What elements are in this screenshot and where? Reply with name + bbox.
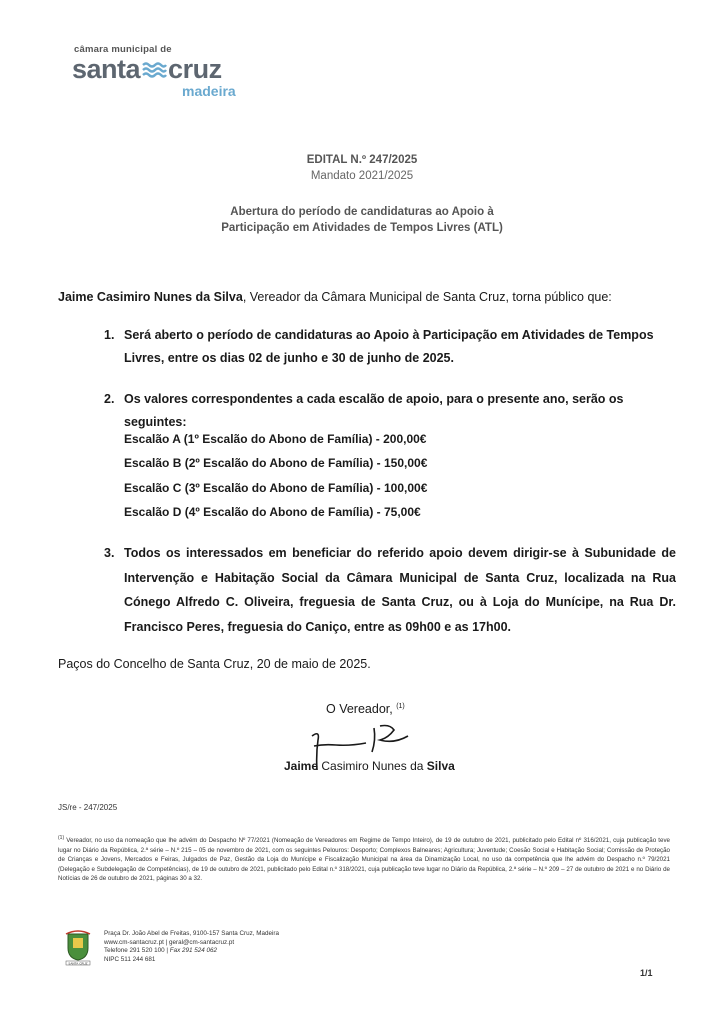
escalao-a: Escalão A (1º Escalão do Abono de Família) - 200,00€	[124, 432, 427, 446]
edital-number: EDITAL N.º 247/2025	[306, 154, 418, 166]
intro-paragraph	[58, 290, 612, 304]
item-3-number: 3.	[104, 546, 115, 560]
waves-icon	[141, 60, 167, 80]
place-date: Paços do Concelho de Santa Cruz, 20 de maio de 2025.	[58, 657, 371, 671]
municipal-seal-icon	[62, 930, 94, 966]
signer-name	[284, 759, 455, 773]
footer-fax: Fax 291 524 062	[169, 947, 217, 955]
logo	[72, 54, 222, 85]
vereador-label	[326, 702, 405, 716]
footer-address: Praça Dr. João Abel de Freitas, 9100-157 Santa Cruz, Madeira	[104, 930, 280, 937]
footer-email[interactable]: geral@cm-santacruz.pt	[168, 938, 235, 946]
footnote-text: Vereador, no uso da nomeação que lhe advém do Despacho Nº 77/2021 (Nomeação de Vereadores em Regime de Tempo Inteiro), de 19 de outubro de 2021, publicitado pelo Edital nº 316/2021, cuja publicação teve lugar no Diário da República, 2.ª série – N.º 215 – 05 de novembro de 2021, com os seguintes Pelouros: Desporto; Complexos Balneares; Agricultura; Juventude; Coesão Social e Habitação Social; Comissão de Proteção de Crianças e Jovens, Mercados e Feiras, Julgados de Paz, Gestão da Loja do Munícipe e Fiscalização Municipal na área da Dinamização Local, no uso da competência que lhe advém do Despacho n.º 79/2021 (Delegação e Subdelegação de Competências), de 19 de outubro de 2021, publicitado pelo Edital n.º 318/2021, cuja publicação teve lugar no Diário da República, 2.ª série – N.º 209 – 27 de outubro de 2021 e no Diário de Notícias de 26 de outubro de 2021, páginas 30 a 32.	[58, 837, 670, 882]
footnote-mark: (1)	[58, 835, 65, 841]
logo-word-right: cruz	[168, 54, 222, 84]
item-2-text: Os valores correspondentes a cada escalão de apoio, para o presente ano, serão os seguintes:	[124, 392, 624, 429]
edital-mandato: Mandato 2021/2025	[310, 170, 414, 182]
escalao-b: Escalão B (2º Escalão do Abono de Família) - 150,00€	[124, 456, 428, 470]
escalao-c: Escalão C (3º Escalão do Abono de Família) - 100,00€	[124, 481, 428, 495]
logo-word-left: santa	[72, 54, 141, 84]
logo-subtitle: madeira	[182, 83, 236, 99]
signer-first: Jaime	[284, 759, 319, 773]
footer-contact	[104, 930, 279, 964]
page-number: 1/1	[640, 968, 653, 978]
subject-line-1: Abertura do período de candidaturas ao Apoio à	[230, 206, 494, 218]
footer-web[interactable]: www.cm-santacruz.pt	[104, 938, 164, 946]
footnote	[58, 834, 670, 884]
footer-phone: Telefone 291 520 100	[104, 947, 165, 955]
vereador-text: O Vereador,	[326, 702, 393, 716]
logo-top-text: câmara municipal de	[74, 44, 172, 55]
footer-web-email: www.cm-santacruz.pt | geral@cm-santacruz.pt	[104, 938, 235, 946]
seal-caption: SANTA CRUZ	[68, 961, 88, 966]
intro-name: Jaime Casimiro Nunes da Silva	[58, 290, 243, 304]
intro-rest: , Vereador da Câmara Municipal de Santa Cruz, torna público que:	[242, 290, 612, 304]
item-2-number: 2.	[104, 392, 115, 406]
subject-line-2: Participação em Atividades de Tempos Livres (ATL)	[221, 222, 503, 234]
item-1-number: 1.	[104, 328, 115, 342]
reference-code: JS/re - 247/2025	[58, 803, 118, 812]
item-1-text: Será aberto o período de candidaturas ao Apoio à Participação em Atividades de Tempos Livres, entre os dias 02 de junho e 30 de junho de 2025.	[124, 328, 654, 365]
footer-phones: Telefone 291 520 100 | Fax 291 524 062	[104, 947, 217, 955]
signer-middle: Casimiro Nunes da	[321, 759, 424, 773]
escalao-d: Escalão D (4º Escalão do Abono de Família) - 75,00€	[124, 505, 421, 519]
footer-nipc: NIPC 511 244 681	[104, 955, 156, 963]
item-3-text: Todos os interessados em beneficiar do referido apoio devem dirigir-se à Subunidade de Intervenção e Habitação Social da Câmara Municipal de Santa Cruz, localizada na Rua Cónego Alfredo C. Oliveira, freguesia de Santa Cruz, ou à Loja do Munícipe, na Rua Dr. Francisco Peres, freguesia do Caniço, entre as 09h00 e as 17h00.	[124, 546, 676, 634]
signer-last: Silva	[426, 759, 455, 773]
footnote-ref: (1)	[396, 703, 405, 710]
